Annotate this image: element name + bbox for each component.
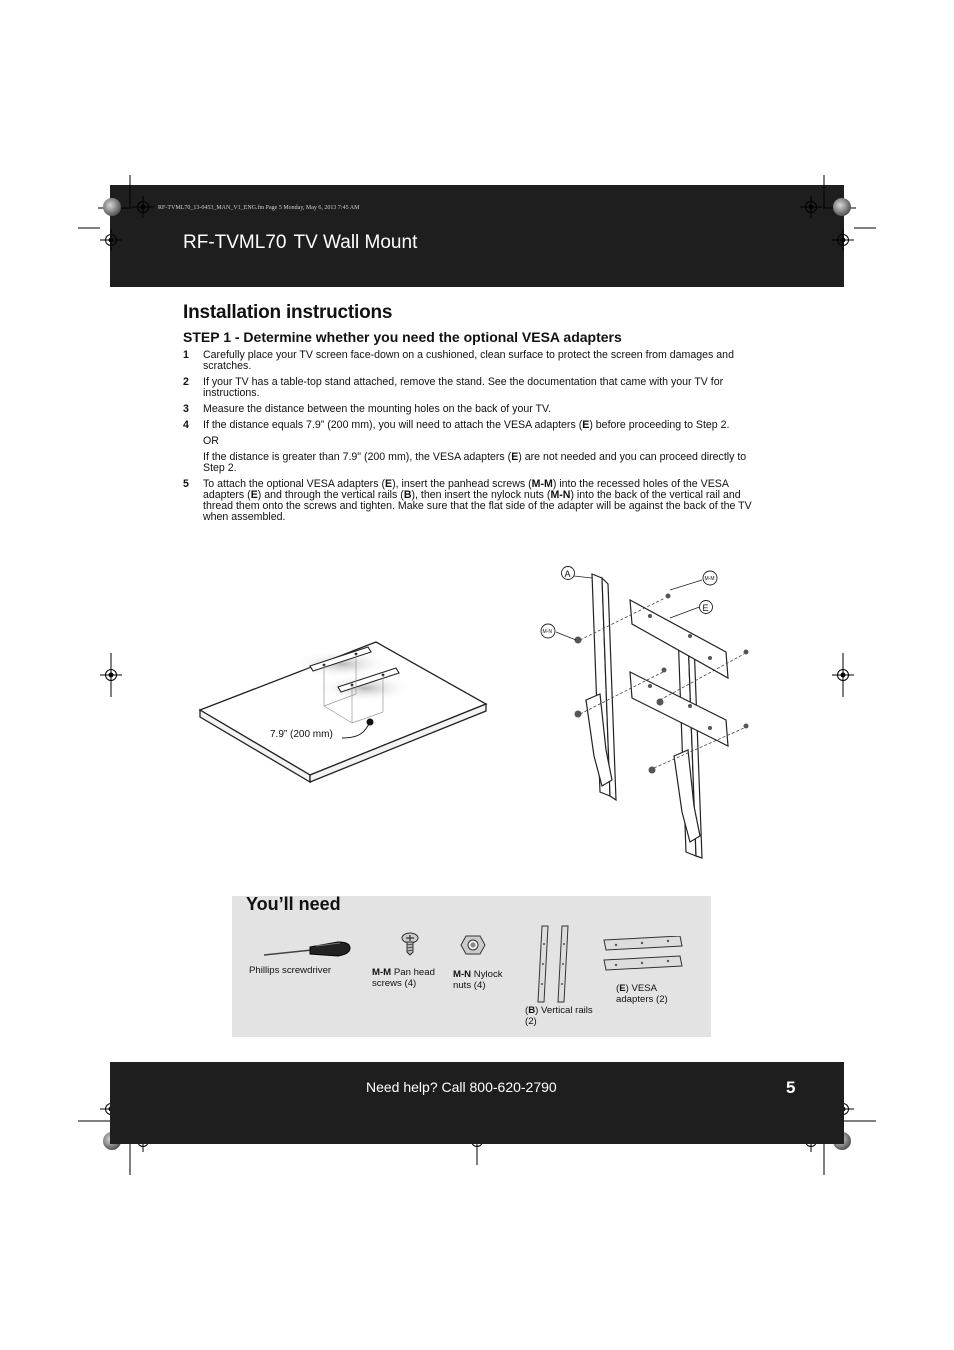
tv-measurement-illustration bbox=[190, 630, 500, 790]
section-title: Installation instructions bbox=[183, 302, 393, 323]
footer-band bbox=[110, 1062, 844, 1144]
help-line: Need help? Call 800-620-2790 bbox=[366, 1079, 557, 1095]
label-e: E bbox=[702, 603, 709, 613]
step-number: 5 bbox=[183, 478, 189, 490]
measurement-label: 7.9” (200 mm) bbox=[270, 729, 333, 740]
instruction-step bbox=[183, 350, 763, 372]
step-number: 3 bbox=[183, 403, 189, 415]
vertical-rails-icon bbox=[530, 924, 572, 1004]
instruction-step bbox=[183, 404, 763, 415]
tool-label-rails: (B) Vertical rails (2) bbox=[525, 1005, 593, 1027]
step-title: STEP 1 - Determine whether you need the optional VESA adapters bbox=[183, 329, 622, 345]
label-mn: M-N bbox=[542, 629, 552, 635]
step-text-alt: If the distance is greater than 7.9" (200 mm), the VESA adapters (E) are not needed and you can proceed directly to Step 2. bbox=[203, 451, 747, 474]
instruction-list bbox=[183, 350, 763, 528]
tool-label-nuts: M-N Nylock nuts (4) bbox=[453, 969, 503, 991]
step-text: Carefully place your TV screen face-down on a cushioned, clean surface to protect the screen from damages and scratches. bbox=[203, 349, 734, 372]
page-number: 5 bbox=[786, 1078, 796, 1097]
step-text: If the distance equals 7.9” (200 mm), you will need to attach the VESA adapters (E) before proceeding to Step 2. bbox=[203, 419, 730, 431]
instruction-step bbox=[183, 377, 763, 399]
label-mm: M-M bbox=[704, 576, 715, 582]
step-number: 1 bbox=[183, 349, 189, 361]
nut-icon bbox=[460, 934, 486, 956]
youll-need-panel bbox=[232, 896, 711, 1037]
instruction-step bbox=[183, 420, 763, 474]
product-name: TV Wall Mount bbox=[293, 232, 418, 253]
tool-label-adapters: (E) VESA adapters (2) bbox=[616, 983, 668, 1005]
step-text: Measure the distance between the mounting holes on the back of your TV. bbox=[203, 403, 552, 415]
header-title bbox=[183, 232, 417, 254]
vesa-adapters-icon bbox=[602, 936, 684, 976]
model-number: RF-TVML70 bbox=[183, 232, 287, 253]
screw-icon bbox=[400, 932, 420, 956]
screwdriver-icon bbox=[262, 936, 352, 964]
instruction-step bbox=[183, 479, 763, 523]
step-number: 4 bbox=[183, 419, 189, 431]
step-or: OR bbox=[203, 435, 219, 447]
label-a: A bbox=[564, 569, 571, 579]
step-number: 2 bbox=[183, 376, 189, 388]
file-slug: RF-TVML70_13-0453_MAN_V1_ENG.fm Page 5 Monday, May 6, 2013 7:45 AM bbox=[158, 205, 360, 211]
tool-label-screwdriver: Phillips screwdriver bbox=[249, 965, 332, 976]
step-text: If your TV has a table-top stand attached, remove the stand. See the documentation that came with your TV for instructions. bbox=[203, 376, 724, 399]
vesa-assembly-illustration bbox=[530, 560, 760, 860]
youll-need-title: You’ll need bbox=[246, 894, 341, 914]
tool-label-screws: M-M Pan head screws (4) bbox=[372, 967, 435, 989]
step-text: To attach the optional VESA adapters (E), insert the panhead screws (M-M) into the recessed holes of the VESA adapters (E) and through the vertical rails (B), then insert the nylock nuts (M-N) into the back of the vertical rail and thread them onto the screws and tighten. Make sure that the flat side of the adapter will be against the back of the TV when assembled. bbox=[203, 478, 752, 523]
